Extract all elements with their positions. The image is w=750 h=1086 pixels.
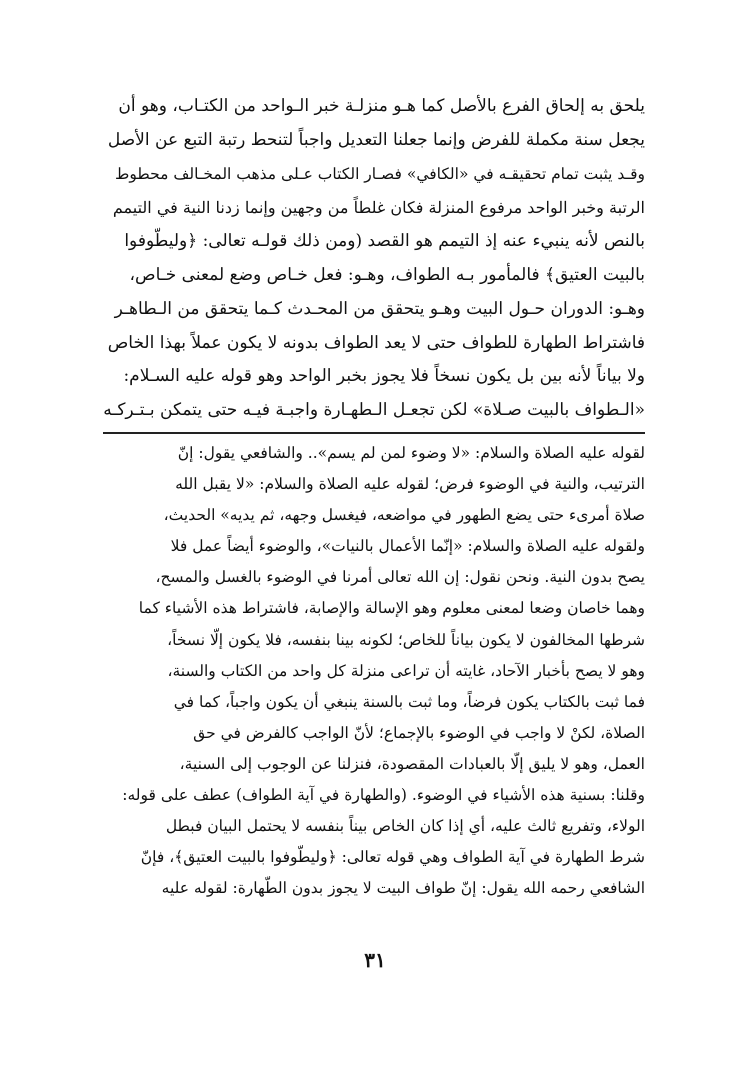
footnote-line: يصح بدون النية. ونحن نقول: إن الله تعالى أمرنا في الوضوء بالغسل والمسح،: [155, 568, 645, 587]
main-text-line: «الـطواف بالبيت صـلاة» لكن تجعـل الـطهـارة واجبـة فيـه حتى يتمكن بـتـركـه: [103, 400, 645, 421]
main-text-line: بالبيت العتيق﴾ فالمأمور بـه الطواف، وهـو: فعل خـاص وضع لمعنى خـاص،: [129, 264, 645, 285]
footnote-line: الولاء، وتفريع ثالث عليه، أي إذا كان الخاص بيناً بنفسه لا يحتمل البيان فبطل: [165, 817, 645, 836]
footnote-line: وهو لا يصح بأخبار الآحاد، غايته أن تراعى منزلة كل واحد من الكتاب والسنة،: [167, 661, 645, 680]
main-text-line: وهـو: الدوران حـول البيت وهـو يتحقق من المحـدث كـما يتحقق من الـطاهـر: [114, 298, 645, 319]
main-text-line: ولا بياناً لأنه بين بل يكون نسخاً فلا يجوز بخبر الواحد وهو قوله عليه السـلام:: [123, 366, 645, 387]
main-text-line: بالنص لأنه ينبيء عنه إذ التيمم هو القصد (ومن ذلك قولـه تعالى: ﴿وليطّوفوا: [124, 231, 645, 252]
footnote-line: فما ثبت بالكتاب يكون فرضاً، وما ثبت بالسنة ينبغي أن يكون واجباً، كما في: [173, 692, 645, 711]
footnote-line: صلاة أمرىء حتى يضع الطهور في مواضعه، فيغسل وجهه، ثم يديه» الحديث،: [163, 506, 645, 525]
footnote-line: شرطها المخالفون لا يكون بياناً للخاص؛ لكونه بينا بنفسه، فلا يكون إلّا نسخاً،: [167, 630, 645, 649]
main-text-line: يلحق به إلحاق الفرع بالأصل كما هـو منزلـة خبر الـواحد من الكتـاب، وهو أن: [118, 96, 645, 116]
footnote-line: الشافعي رحمه الله يقول: إنّ طواف البيت لا يجوز بدون الطّهارة: لقوله عليه: [161, 879, 645, 898]
main-text-block: [103, 90, 645, 428]
footnote-line: وقلنا: بسنية هذه الأشياء في الوضوء. (والطهارة في آية الطواف) عطف على قوله:: [122, 786, 645, 805]
footnote-line: ولقوله عليه الصلاة والسلام: «إنّما الأعمال بالنيات»، والوضوء أيضاً عمل فلا: [170, 537, 645, 556]
footnote-separator: [103, 432, 645, 434]
footnote-line: الصلاة، لكنْ لا واجب في الوضوء بالإجماع؛ لأنّ الواجب كالفرض في حق: [193, 723, 645, 742]
footnote-line: العمل، وهو لا يليق إلّا بالعبادات المقصودة، فنزلنا عن الوجوب إلى السنية،: [179, 754, 645, 773]
main-text-line: الرتبة وخبر الواحد مرفوع المنزلة فكان غلطاً من وجهين وإنما زدنا النية في التيمم: [112, 198, 645, 218]
page-number: ٣١: [364, 948, 386, 972]
footnote-line: لقوله عليه الصلاة والسلام: «لا وضوء لمن لم يسم».. والشافعي يقول: إنّ: [177, 444, 645, 462]
footnote-line: الترتيب، والنية في الوضوء فرض؛ لقوله عليه الصلاة والسلام: «لا يقبل الله: [175, 475, 645, 494]
main-text-line: يجعل سنة مكملة للفرض وإنما جعلنا التعديل واجباً لتنحط رتبة التبع عن الأصل: [107, 129, 645, 150]
footnote-line: شرط الطهارة في آية الطواف وهي قوله تعالى: ﴿وليطّوفوا بالبيت العتيق﴾، فإنّ: [140, 848, 645, 867]
main-text-line: وقـد يثبت تمام تحقيقـه في «الكافي» فصـار الكتاب عـلى مذهب المخـالف محطوط: [115, 164, 645, 183]
footnote-line: وهما خاصان وضعا لمعنى معلوم وهو الإسالة والإصابة، فاشتراط هذه الأشياء كما: [138, 599, 645, 618]
main-text-line: فاشتراط الطهارة للطواف حتى لا يعد الطواف بدونه لا يكون عملاً بهذا الخاص: [107, 332, 645, 353]
footnote-block: [103, 438, 645, 904]
